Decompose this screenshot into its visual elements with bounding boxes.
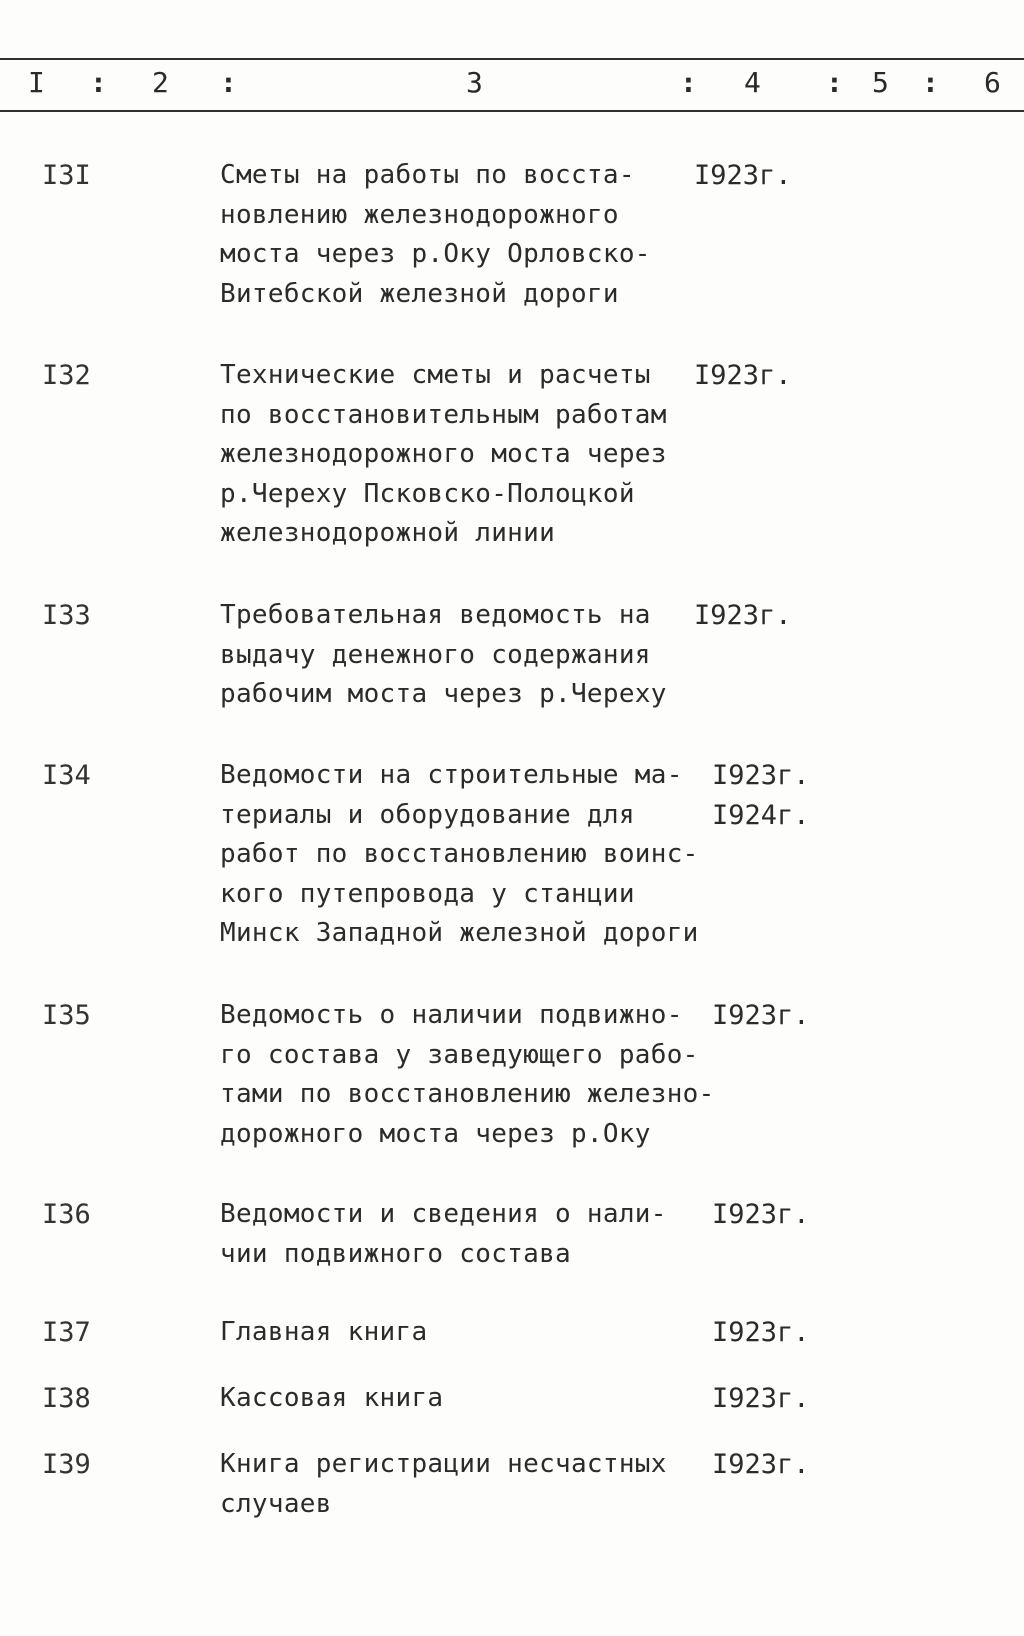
record-title-line: случаев [220, 1488, 332, 1519]
record-title-line: Технические сметы и расчеты [220, 360, 651, 390]
record-number: I36 [42, 1199, 91, 1230]
record-title-line: рабочим моста через р.Череху [220, 679, 667, 709]
header-bottom-rule [0, 110, 1024, 112]
record-number: I32 [42, 360, 91, 391]
column-header-2: 2 [152, 66, 169, 99]
record-date: I923г. [694, 160, 792, 191]
record-title-line: железнодорожной линии [220, 518, 556, 548]
record-date: I923г. [712, 760, 810, 791]
column-separator: : [220, 66, 237, 99]
record-title [220, 1195, 700, 1274]
record-number: I33 [42, 600, 91, 631]
record-title-line: выдачу денежного содержания [220, 639, 651, 670]
record-title-line: моста через р.Оку Орловско- [220, 239, 651, 269]
record-dates [712, 1313, 810, 1353]
column-header-3: 3 [466, 66, 483, 99]
record-title [220, 596, 700, 715]
record-number: I3I [42, 160, 91, 191]
record-title [220, 1445, 700, 1524]
record-title-line: Главная книга [220, 1317, 428, 1347]
record-title-line: териалы и оборудование для [220, 799, 635, 830]
record-date: I923г. [712, 1317, 810, 1348]
record-date: I923г. [712, 1449, 810, 1480]
record-title-line: чии подвижного состава [220, 1238, 571, 1269]
record-title-line: Минск Западной железной дороги [220, 918, 699, 948]
record-title-line: го состава у заведующего рабо- [220, 1039, 699, 1070]
record-title-line: Требовательная ведомость на [220, 600, 651, 630]
record-dates [712, 1445, 810, 1485]
record-title-line: р.Череху Псковско-Полоцкой [220, 478, 635, 509]
record-dates [694, 596, 792, 636]
record-title [220, 356, 700, 554]
record-title-line: по восстановительным работам [220, 399, 667, 430]
record-title-line: Кассовая книга [220, 1383, 444, 1413]
record-number: I37 [42, 1317, 91, 1348]
record-dates [712, 996, 810, 1036]
record-title [220, 1313, 700, 1353]
column-header-6: 6 [984, 66, 1001, 99]
record-title-line: Ведомости и сведения о нали- [220, 1199, 667, 1229]
record-title-line: кого путепровода у станции [220, 878, 635, 909]
record-title-line: Витебской железной дороги [220, 278, 619, 309]
record-number: I35 [42, 1000, 91, 1031]
column-separator: : [90, 66, 107, 99]
record-date: I924г. [712, 800, 810, 831]
record-number: I34 [42, 760, 91, 791]
record-dates [694, 156, 792, 196]
record-date: I923г. [712, 1199, 810, 1230]
record-title-line: Книга регистрации несчастных [220, 1449, 667, 1479]
column-separator: : [680, 66, 697, 99]
record-title-line: железнодорожного моста через [220, 439, 667, 469]
record-title [220, 756, 700, 954]
column-separator: : [826, 66, 843, 99]
record-dates [712, 1195, 810, 1235]
header-top-rule [0, 58, 1024, 60]
record-title-line: работ по восстановлению воинс- [220, 839, 699, 869]
record-dates [712, 1379, 810, 1419]
record-dates [712, 756, 810, 836]
record-title [220, 156, 700, 314]
record-date: I923г. [712, 1000, 810, 1031]
column-header-5: 5 [872, 66, 889, 99]
column-header-4: 4 [744, 66, 761, 99]
record-date: I923г. [694, 600, 792, 631]
column-header-1: I [28, 66, 45, 99]
record-title-line: Ведомость о наличии подвижно- [220, 1000, 683, 1030]
column-separator: : [922, 66, 939, 99]
record-title-line: тами по восстановлению железно- [220, 1079, 715, 1109]
record-title-line: Сметы на работы по восста- [220, 160, 635, 190]
record-number: I39 [42, 1449, 91, 1480]
record-date: I923г. [694, 360, 792, 391]
record-dates [694, 356, 792, 396]
record-title-line: Ведомости на строительные ма- [220, 760, 683, 790]
record-date: I923г. [712, 1383, 810, 1414]
record-title-line: новлению железнодорожного [220, 199, 619, 230]
record-number: I38 [42, 1383, 91, 1414]
record-title [220, 996, 715, 1154]
record-title-line: дорожного моста через р.Оку [220, 1118, 651, 1149]
record-title [220, 1379, 700, 1419]
